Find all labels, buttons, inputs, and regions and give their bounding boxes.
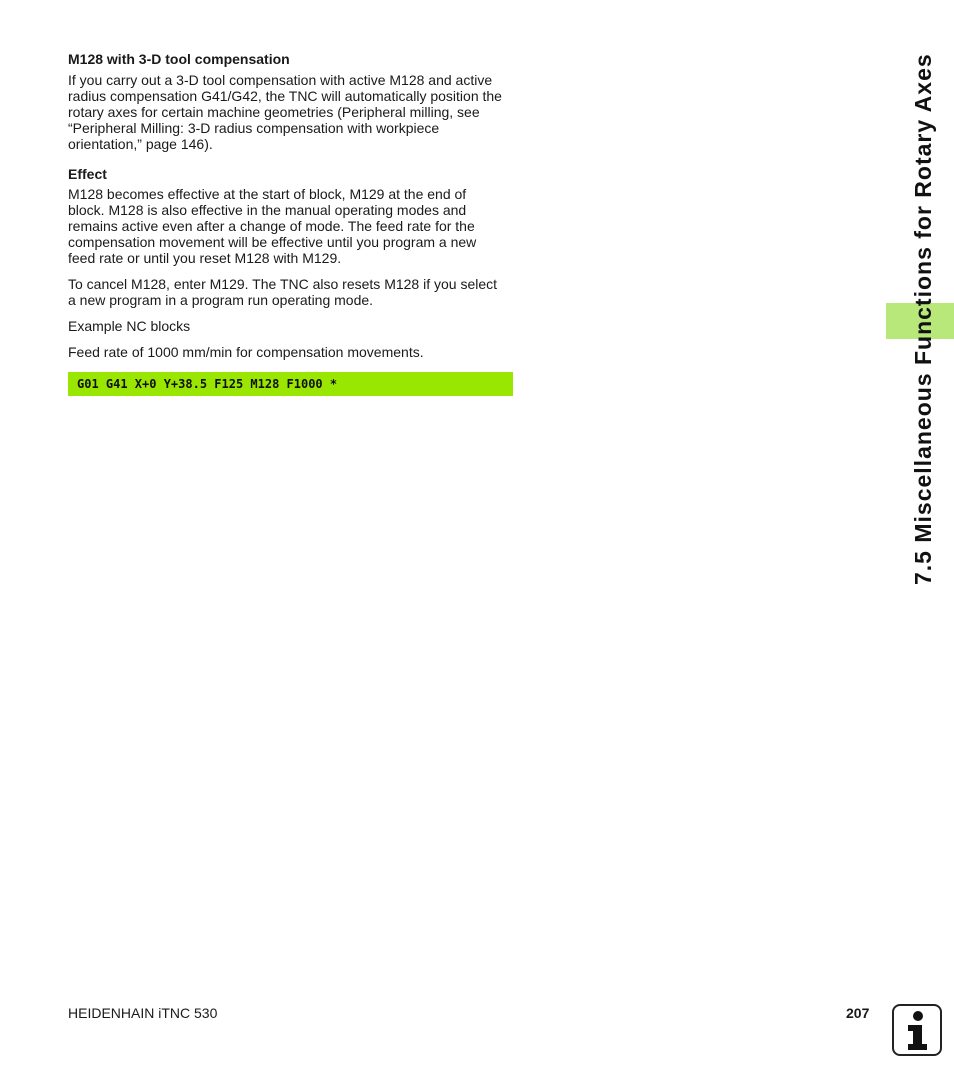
- paragraph-cancel: [68, 276, 514, 308]
- paragraph-example: Example NC blocks: [68, 318, 191, 334]
- chapter-title-vertical: 7.5 Miscellaneous Functions for Rotary Axes: [910, 53, 936, 585]
- nc-code-block: G01 G41 X+0 Y+38.5 F125 M128 F1000 *: [68, 372, 513, 396]
- text-line: If you carry out a 3-D tool compensation with active M128 and active: [68, 72, 493, 88]
- text-line: radius compensation G41/G42, the TNC will automatically position the: [68, 88, 502, 104]
- text-line: orientation,” page 146).: [68, 136, 213, 152]
- page-number: 207: [846, 1005, 870, 1021]
- footer-product: HEIDENHAIN iTNC 530: [68, 1005, 218, 1021]
- text-line: To cancel M128, enter M129. The TNC also resets M128 if you select: [68, 276, 498, 292]
- text-line: a new program in a program run operating mode.: [68, 292, 374, 308]
- info-icon: [892, 1004, 942, 1056]
- text-line: rotary axes for certain machine geometries (Peripheral milling, see: [68, 104, 480, 120]
- text-line: “Peripheral Milling: 3-D radius compensation with workpiece: [68, 120, 440, 136]
- main-content: [68, 48, 514, 396]
- paragraph-effect: [68, 186, 514, 266]
- text-line: feed rate or until you reset M128 with M129.: [68, 250, 342, 266]
- text-line: compensation movement will be effective until you program a new: [68, 234, 477, 250]
- text-line: M128 becomes effective at the start of block, M129 at the end of: [68, 186, 467, 202]
- text-line: block. M128 is also effective in the manual operating modes and: [68, 202, 467, 218]
- paragraph-m128-intro: [68, 72, 514, 152]
- text-line: remains active even after a change of mode. The feed rate for the: [68, 218, 475, 234]
- paragraph-feed-rate: Feed rate of 1000 mm/min for compensation movements.: [68, 344, 424, 360]
- section-heading-effect: Effect: [68, 166, 107, 182]
- section-heading-m128: M128 with 3-D tool compensation: [68, 51, 290, 67]
